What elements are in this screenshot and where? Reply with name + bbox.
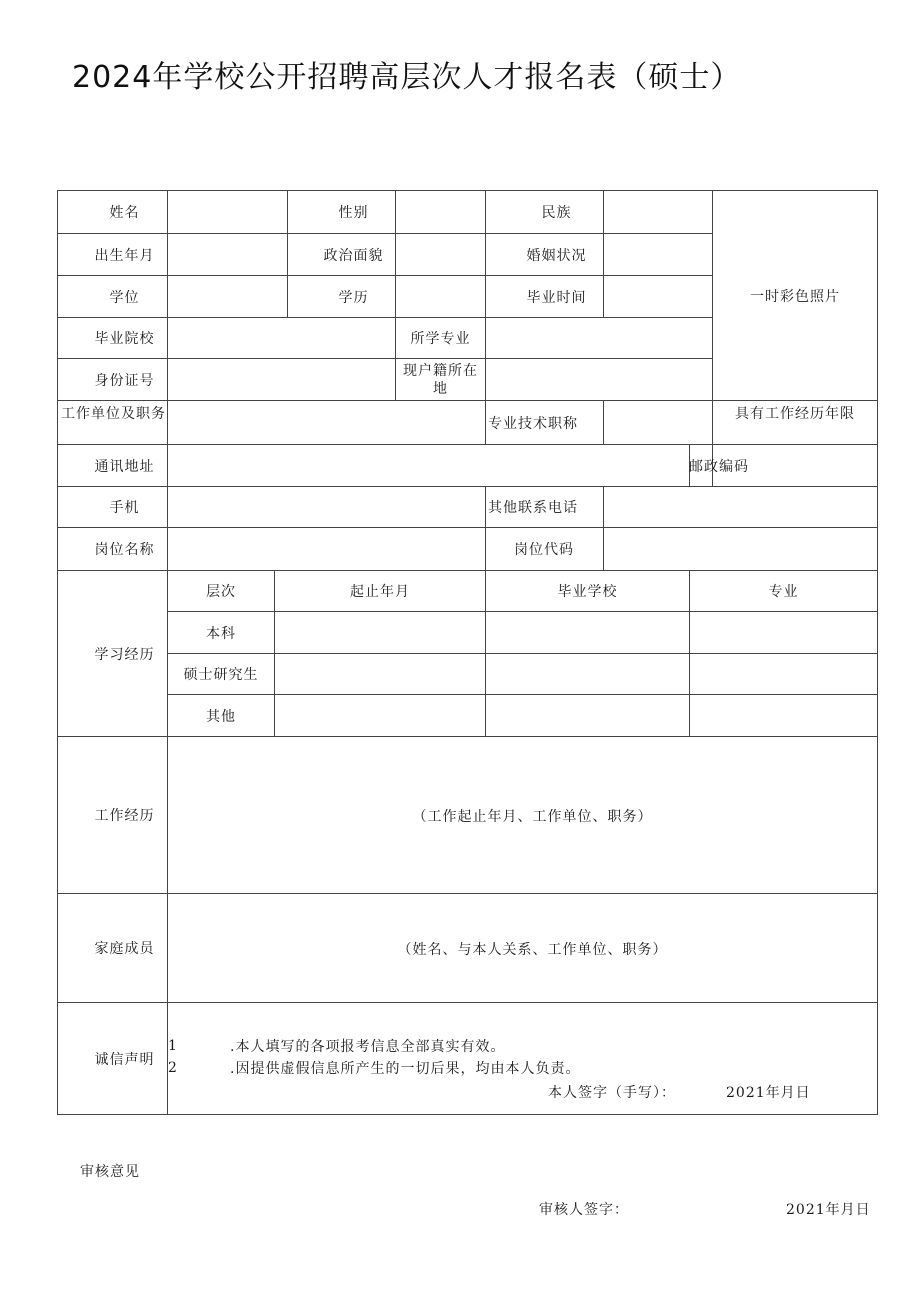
ethnicity-field[interactable]	[604, 191, 713, 234]
study-header-major: 专业	[690, 571, 878, 612]
integrity-item	[168, 1035, 877, 1057]
integrity-item	[168, 1057, 877, 1079]
postcode-label-text: 邮政编码	[689, 458, 749, 475]
integrity-label: 诚信声明	[58, 1003, 168, 1115]
work-history-note: （工作起止年月、工作单位、职务）	[412, 809, 653, 825]
position-code-field[interactable]	[604, 528, 878, 571]
mobile-label: 手机	[58, 487, 168, 528]
work-unit-label: 工作单位及职务	[58, 401, 168, 445]
study-header-school: 毕业学校	[486, 571, 690, 612]
integrity-item-number: 1	[168, 1037, 178, 1054]
study-level-bachelor: 本科	[168, 612, 275, 654]
family-field[interactable]	[168, 894, 878, 1003]
study-school-field[interactable]	[486, 654, 690, 695]
study-period-field[interactable]	[275, 654, 486, 695]
review-date: 2021年月日	[786, 1202, 871, 1218]
gender-field[interactable]	[396, 191, 486, 234]
study-major-field[interactable]	[690, 612, 878, 654]
study-period-field[interactable]	[275, 695, 486, 737]
gender-label: 性别	[288, 191, 396, 234]
family-note: （姓名、与本人关系、工作单位、职务）	[397, 942, 668, 958]
signature-date: 2021年月日	[726, 1084, 811, 1101]
marital-field[interactable]	[604, 234, 713, 276]
position-name-field[interactable]	[168, 528, 486, 571]
work-years-field[interactable]	[713, 401, 878, 445]
mobile-field[interactable]	[168, 487, 486, 528]
birth-field[interactable]	[168, 234, 288, 276]
id-label: 身份证号	[58, 359, 168, 401]
work-history-field[interactable]	[168, 737, 878, 894]
grad-time-field[interactable]	[604, 276, 713, 318]
marital-label: 婚姻状况	[486, 234, 604, 276]
application-form-table	[57, 190, 878, 1115]
position-name-label: 岗位名称	[58, 528, 168, 571]
integrity-statement	[168, 1003, 878, 1115]
integrity-item-text: .因提供虚假信息所产生的一切后果，均由本人负责。	[230, 1060, 581, 1077]
address-field[interactable]	[168, 445, 690, 487]
tech-title-field[interactable]	[604, 401, 713, 445]
study-level-master: 硕士研究生	[168, 654, 275, 695]
signature-line[interactable]	[168, 1081, 877, 1103]
id-field[interactable]	[168, 359, 396, 401]
study-school-field[interactable]	[486, 612, 690, 654]
education-label: 学历	[288, 276, 396, 318]
name-field[interactable]	[168, 191, 288, 234]
review-opinion-label: 审核意见	[80, 1164, 140, 1180]
photo-box[interactable]: 一时彩色照片	[713, 191, 878, 401]
major-label: 所学专业	[396, 318, 486, 359]
education-field[interactable]	[396, 276, 486, 318]
work-unit-field[interactable]	[168, 401, 486, 445]
degree-field[interactable]	[168, 276, 288, 318]
integrity-item-number: 2	[168, 1059, 178, 1076]
reviewer-signature-label: 审核人签字：	[539, 1202, 629, 1218]
study-major-field[interactable]	[690, 695, 878, 737]
residence-field[interactable]	[486, 359, 713, 401]
tech-title-label: 专业技术职称	[486, 401, 604, 445]
page-title: 2024年学校公开招聘高层次人才报名表（硕士）	[72, 60, 742, 95]
position-code-label: 岗位代码	[486, 528, 604, 571]
grad-school-field[interactable]	[168, 318, 396, 359]
study-major-field[interactable]	[690, 654, 878, 695]
grad-school-label: 毕业院校	[58, 318, 168, 359]
work-years-label: 具有工作经历年限	[735, 406, 855, 422]
work-history-label: 工作经历	[58, 737, 168, 894]
residence-label: 现户籍所在地	[396, 359, 486, 401]
study-header-level: 层次	[168, 571, 275, 612]
family-label: 家庭成员	[58, 894, 168, 1003]
study-header-period: 起止年月	[275, 571, 486, 612]
ethnicity-label: 民族	[486, 191, 604, 234]
other-phone-field[interactable]	[604, 487, 878, 528]
political-field[interactable]	[396, 234, 486, 276]
grad-time-label: 毕业时间	[486, 276, 604, 318]
birth-label: 出生年月	[58, 234, 168, 276]
study-period-field[interactable]	[275, 612, 486, 654]
degree-label: 学位	[58, 276, 168, 318]
study-label: 学习经历	[58, 571, 168, 737]
postcode-label	[689, 445, 749, 487]
name-label: 姓名	[58, 191, 168, 234]
address-label: 通讯地址	[58, 445, 168, 487]
study-school-field[interactable]	[486, 695, 690, 737]
major-field[interactable]	[486, 318, 713, 359]
political-label: 政治面貌	[288, 234, 396, 276]
other-phone-label: 其他联系电话	[486, 487, 604, 528]
study-level-other: 其他	[168, 695, 275, 737]
signature-label: 本人签字（手写）：	[548, 1084, 676, 1101]
integrity-item-text: .本人填写的各项报考信息全部真实有效。	[230, 1038, 506, 1055]
